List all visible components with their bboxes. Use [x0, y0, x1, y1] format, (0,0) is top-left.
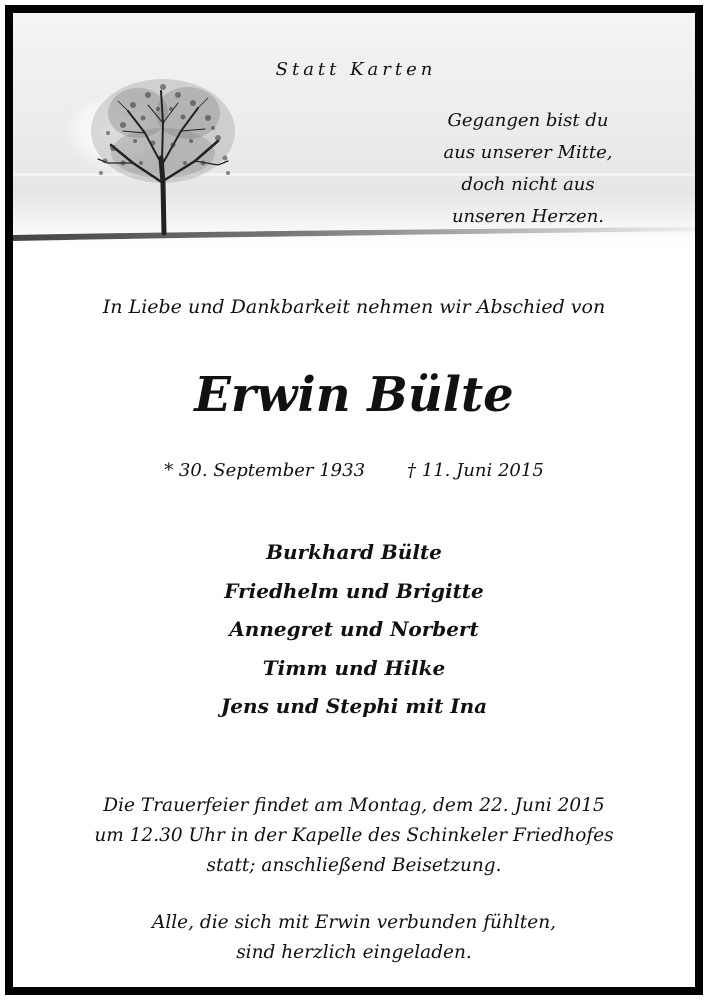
quote-line: unseren Herzen.	[451, 206, 605, 227]
family-member: Burkhard Bülte	[266, 540, 442, 564]
intro-text: In Liebe und Dankbarkeit nehmen wir Abschied von	[102, 296, 606, 318]
quote-line: aus unserer Mitte,	[443, 142, 613, 163]
death-date: † 11. Juni 2015	[407, 460, 544, 481]
service-line: um 12.30 Uhr in der Kapelle des Schinkeler Friedhofes	[94, 825, 614, 846]
quote-line: doch nicht aus	[461, 174, 595, 195]
statt-karten-label: Statt Karten	[275, 59, 437, 80]
family-member: Jens und Stephi mit Ina	[220, 694, 488, 718]
quote	[383, 105, 673, 233]
invite-line: Alle, die sich mit Erwin verbunden fühlten,	[151, 912, 556, 933]
birth-date: * 30. September 1933	[164, 460, 366, 481]
quote-line: Gegangen bist du	[447, 110, 609, 131]
invite-line: sind herzlich eingeladen.	[236, 942, 472, 963]
family-member: Friedhelm und Brigitte	[224, 578, 484, 603]
family-list	[13, 533, 695, 726]
header-image	[13, 13, 695, 245]
funeral-service-info	[13, 791, 695, 881]
service-line: Die Trauerfeier findet am Montag, dem 22. Juni 2015	[103, 795, 605, 816]
obituary-notice	[5, 5, 703, 995]
service-line: statt; anschließend Beisetzung.	[206, 855, 502, 876]
invitation-text	[13, 908, 695, 968]
family-member: Timm und Hilke	[262, 655, 446, 680]
family-member: Annegret und Norbert	[229, 617, 479, 641]
deceased-name: Erwin Bülte	[194, 367, 514, 423]
life-dates	[13, 460, 695, 481]
